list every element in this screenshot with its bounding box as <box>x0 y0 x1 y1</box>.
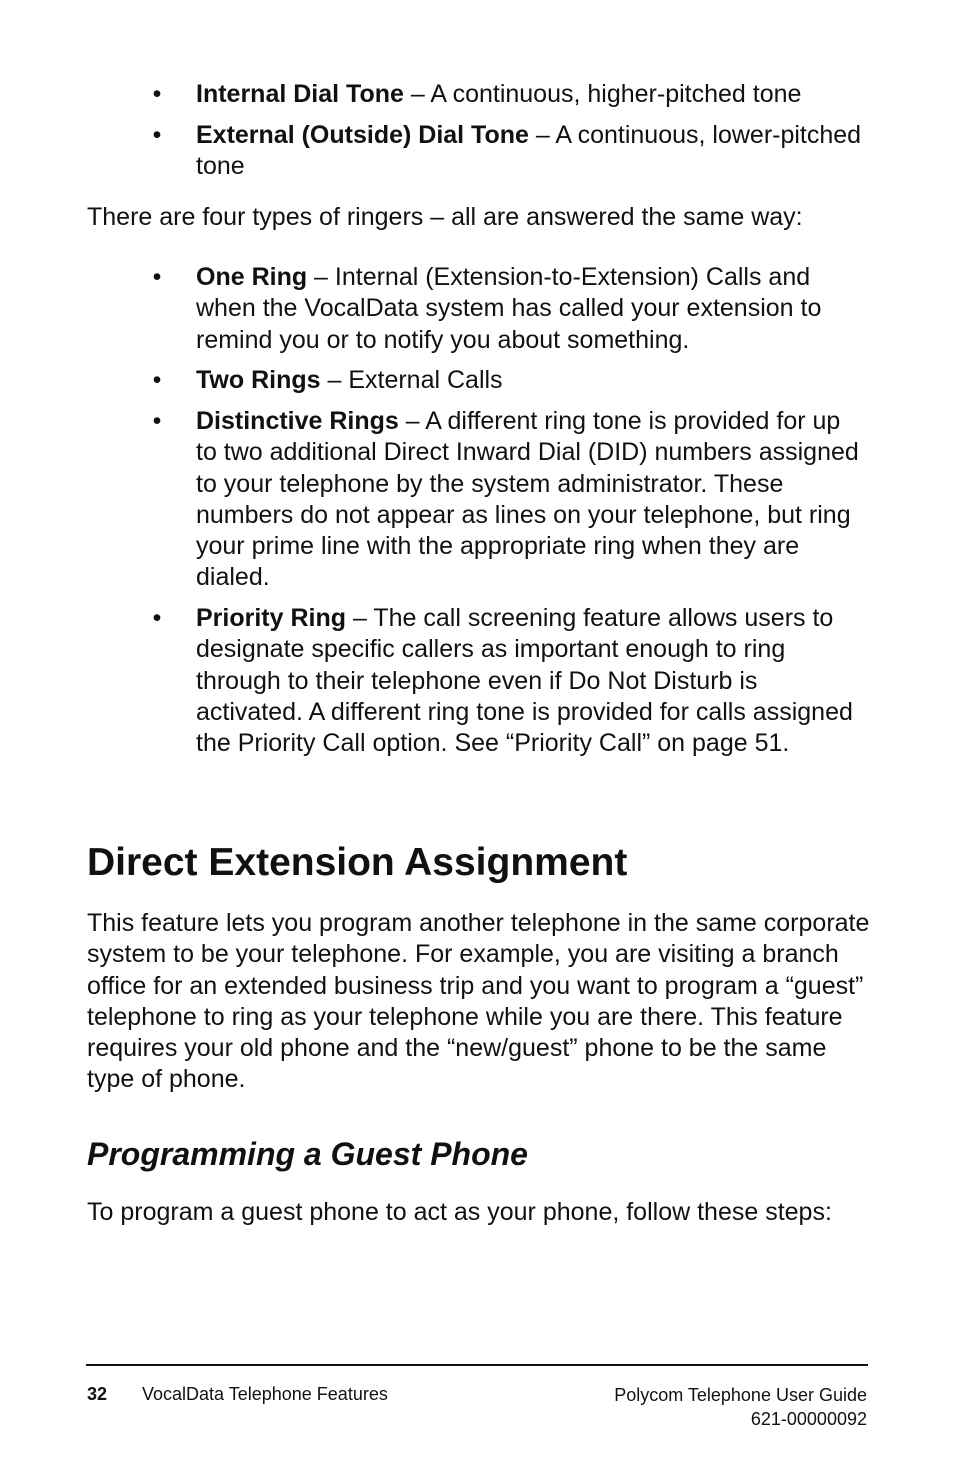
section-heading: Direct Extension Assignment <box>87 841 628 884</box>
section-paragraph: This feature lets you program another telephone in the same corporate system to be your telephone. For example, you are visiting a branch office for an extended business trip and you want to program a “guest” telephone to ring as your telephone while you are there. This feature requires your old phone and the “new/guest” phone to be the same type of phone. <box>87 909 870 1094</box>
bullet-icon: • <box>152 406 162 435</box>
list-item <box>0 79 868 110</box>
list-item-term: Internal Dial Tone <box>196 80 404 108</box>
ringer-types-list <box>0 262 954 769</box>
footer-left <box>87 1383 388 1405</box>
list-item-term: Distinctive Rings <box>196 406 399 435</box>
bullet-icon: • <box>152 604 162 633</box>
list-item <box>0 406 868 594</box>
list-item-text: – Internal (Extension-to-Extension) Calls and when the VocalData system has called your extension to remind you or to notify you about something. <box>196 263 822 354</box>
page-number: 32 <box>87 1384 108 1404</box>
footer-doc-number: 621-00000092 <box>750 1409 867 1429</box>
list-item-text: – A continuous, higher-pitched tone <box>403 80 802 108</box>
subsection-paragraph: To program a guest phone to act as your phone, follow these steps: <box>87 1198 832 1226</box>
bullet-icon: • <box>152 80 162 108</box>
bullet-icon: • <box>152 263 162 291</box>
dial-tone-list <box>0 79 954 192</box>
list-item <box>0 120 868 183</box>
list-item <box>0 365 868 396</box>
list-item-text: – A different ring tone is provided for up to two additional Direct Inward Dial (DID) numbers assigned to your telephone by the system administrator. These numbers do not appear as lines on your telephone, but ring your prime line with the appropriate ring when they are dialed. <box>196 406 859 592</box>
list-item-term: Two Rings <box>196 366 321 395</box>
list-item-text: – External Calls <box>320 366 503 395</box>
list-item <box>0 262 868 356</box>
footer-chapter: VocalData Telephone Features <box>142 1384 388 1404</box>
subsection-heading: Programming a Guest Phone <box>87 1136 528 1172</box>
list-item <box>0 603 868 759</box>
footer-divider <box>86 1364 868 1366</box>
footer-guide-title: Polycom Telephone User Guide <box>614 1385 867 1405</box>
list-item-text: – The call screening feature allows users to designate specific callers as important enough to ring through to their telephone even if Do Not Disturb is activated. A different ring tone is provided for calls assigned the Priority Call option. See “Priority Call” on page 51. <box>196 604 853 758</box>
ringers-intro: There are four types of ringers – all are answered the same way: <box>87 203 803 231</box>
bullet-icon: • <box>152 120 162 149</box>
list-item-term: External (Outside) Dial Tone <box>196 120 529 149</box>
list-item-text: – A continuous, lower-pitched tone <box>196 120 862 181</box>
list-item-term: One Ring <box>196 263 308 291</box>
footer-right <box>614 1383 867 1431</box>
bullet-icon: • <box>152 366 162 395</box>
list-item-term: Priority Ring <box>196 604 347 633</box>
